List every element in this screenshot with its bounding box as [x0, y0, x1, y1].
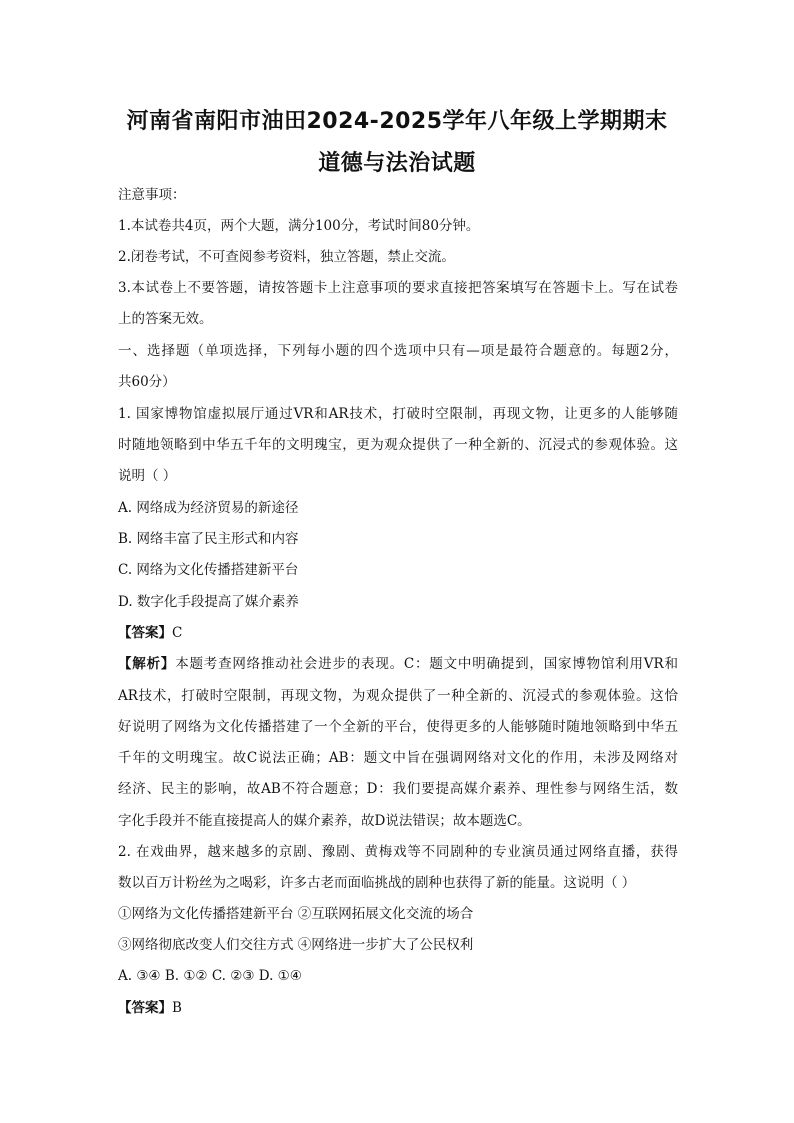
notice-item: 3.本试卷上不要答题，请按答题卡上注意事项的要求直接把答案填写在答题卡上。写在试卷: [118, 280, 678, 296]
notice-heading: 注意事项：: [118, 187, 186, 203]
answer-value: C: [172, 625, 183, 641]
analysis-line: [118, 654, 678, 674]
option-c: C. 网络为文化传播搭建新平台: [118, 562, 299, 578]
analysis-text: 本题考查网络推动社会进步的表现。C：题文中明确提到，国家博物馆利用VR和: [175, 656, 678, 672]
answer-value: B: [172, 1000, 182, 1016]
question-stem: 时随地领略到中华五千年的文明瑰宝，更为观众提供了一种全新的、沉浸式的参观体验。这: [118, 437, 678, 453]
statement-items: ③网络彻底改变人们交往方式 ④网络进一步扩大了公民权利: [118, 937, 474, 953]
question-stem: 1. 国家博物馆虚拟展厅通过VR和AR技术，打破时空限制，再现文物，让更多的人能够随: [118, 406, 678, 422]
option-a: A. 网络成为经济贸易的新途径: [118, 500, 299, 516]
option-b: B. 网络丰富了民主形式和内容: [118, 531, 299, 547]
analysis-text: 千年的文明瑰宝。故C说法正确；AB：题文中旨在强调网络对文化的作用，未涉及网络对: [118, 750, 678, 766]
statement-items: ①网络为文化传播搭建新平台 ②互联网拓展文化交流的场合: [118, 906, 474, 922]
notice-item: 上的答案无效。: [118, 311, 213, 327]
option-row: A. ③④ B. ①② C. ②③ D. ①④: [118, 968, 302, 984]
notice-item: 2.闭卷考试，不可查阅参考资料，独立答题，禁止交流。: [118, 249, 455, 265]
analysis-text: 好说明了网络为文化传播搭建了一个全新的平台，使得更多的人能够随时随地领略到中华五: [118, 719, 678, 735]
document-subtitle: 道德与法治试题: [318, 151, 476, 176]
notice-item: 1.本试卷共4页，两个大题，满分100分，考试时间80分钟。: [118, 218, 480, 234]
question-stem: 2. 在戏曲界，越来越多的京剧、豫剧、黄梅戏等不同剧种的专业演员通过网络直播，获得: [118, 844, 678, 860]
analysis-label: 【解析】: [118, 656, 176, 672]
answer-line: [118, 998, 678, 1018]
answer-label: 【答案】: [118, 625, 172, 641]
section-heading: 共60分）: [118, 374, 176, 390]
answer-label: 【答案】: [118, 1000, 172, 1016]
question-stem: 数以百万计粉丝为之喝彩，许多古老而面临挑战的剧种也获得了新的能量。这说明（ ）: [118, 875, 636, 891]
answer-line: [118, 623, 678, 643]
analysis-text: 字化手段并不能直接提高人的媒介素养，故D说法错误；故本题选C。: [118, 813, 531, 829]
question-stem: 说明（ ）: [118, 468, 177, 484]
section-heading: 一、选择题（单项选择，下列每小题的四个选项中只有—项是最符合题意的。每题2分，: [118, 343, 678, 359]
option-d: D. 数字化手段提高了媒介素养: [118, 594, 299, 610]
analysis-text: 经济、民主的影响，故AB不符合题意；D：我们要提高媒介素养、理性参与网络生活，数: [118, 781, 678, 797]
analysis-text: AR技术，打破时空限制，再现文物，为观众提供了一种全新的、沉浸式的参观体验。这恰: [118, 688, 678, 704]
document-title: 河南省南阳市油田2024-2025学年八年级上学期期末: [126, 109, 668, 134]
